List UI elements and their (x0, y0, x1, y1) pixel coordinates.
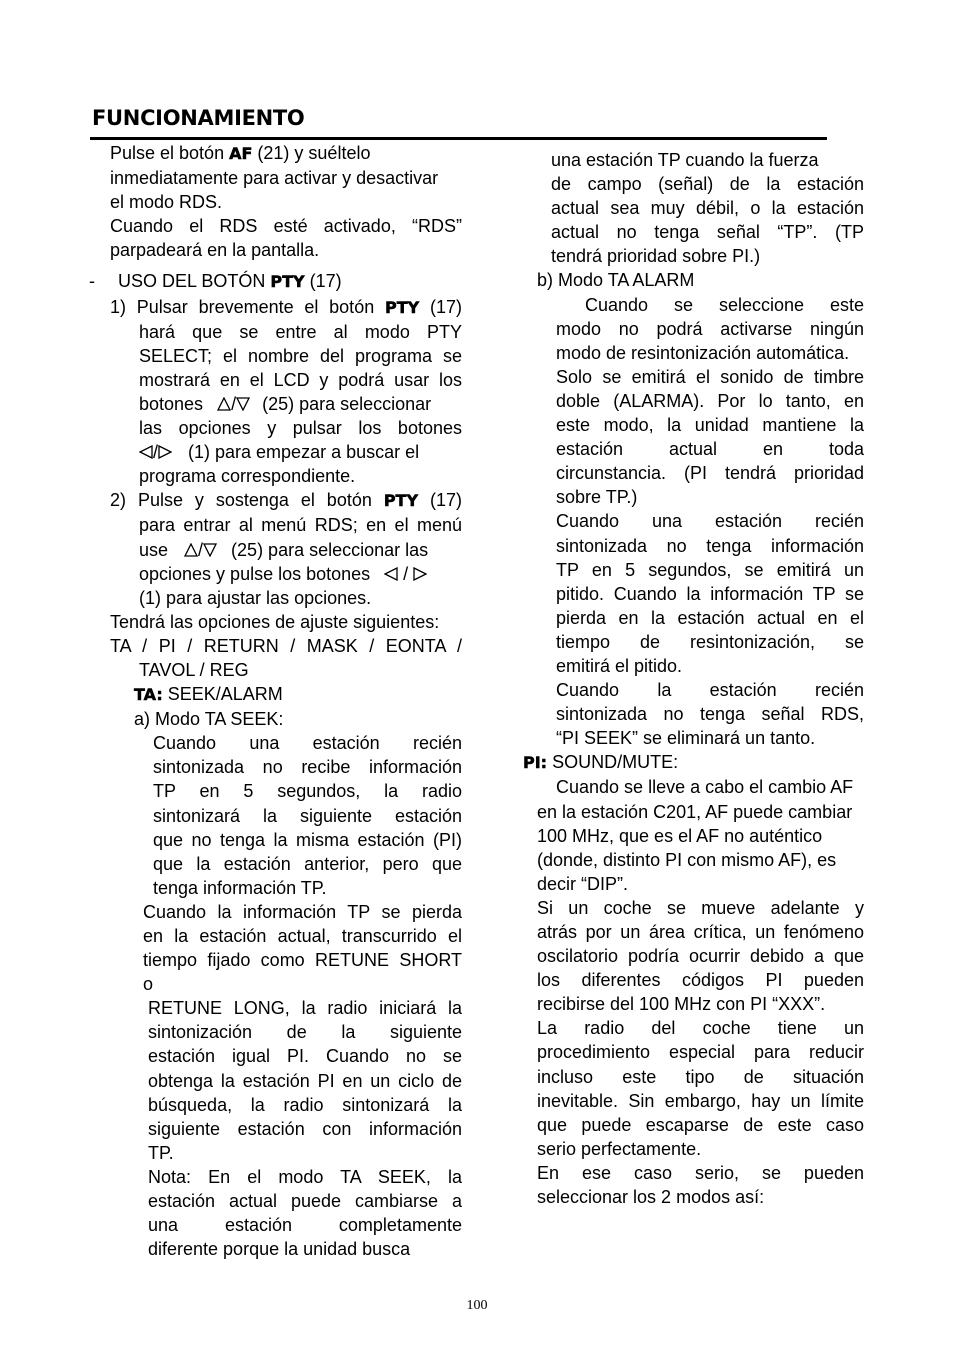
note-line: una estación completamente (148, 1215, 462, 1236)
paragraph-line: use / (25) para seleccionar las (139, 539, 429, 560)
paragraph-line: circunstancia. (PI tendrá prioridad (556, 463, 864, 484)
paragraph-line: TP en 5 segundos, se emitirá un (556, 559, 864, 580)
paragraph-line: para entrar al menú RDS; en el menú (139, 515, 462, 536)
paragraph-line: seleccionar los 2 modos así: (537, 1187, 765, 1208)
right-column (520, 148, 870, 1209)
paragraph-line: Cuando el RDS esté activado, “RDS” (110, 216, 462, 237)
paragraph-line: procedimiento especial para reducir (537, 1042, 864, 1063)
paragraph-line: (donde, distinto PI con mismo AF), es (537, 849, 837, 870)
section-item-pty: - USO DEL BOTÓN PTY (17) (89, 271, 342, 292)
paragraph-line: modo de resintonización automática. (556, 342, 850, 363)
section-heading: FUNCIONAMIENTO (92, 106, 305, 130)
down-triangle-icon (236, 397, 250, 411)
paragraph-line: búsqueda, la radio sintonizará la (148, 1094, 462, 1115)
paragraph-line: TAVOL / REG (139, 659, 249, 680)
paragraph-line: oscilatorio podría ocurrir debido a que (537, 946, 864, 967)
paragraph-line: Tendrá las opciones de ajuste siguientes: (110, 611, 440, 632)
paragraph-line: actual sea muy débil, o la estación (551, 198, 864, 219)
paragraph-line: tenga información TP. (153, 877, 327, 898)
right-triangle-icon (158, 445, 172, 459)
paragraph-line: sintonizada no tenga información (556, 535, 864, 556)
paragraph-line: estación igual PI. Cuando no se (148, 1046, 462, 1067)
paragraph-line: inmediatamente para activar y desactivar (110, 168, 439, 189)
pi-label: PI: (523, 753, 548, 773)
paragraph-line: Si un coche se mueve adelante y (537, 897, 864, 918)
paragraph-line: de campo (señal) de la estación (551, 174, 864, 195)
paragraph-line: RETUNE LONG, la radio iniciará la (148, 998, 462, 1019)
paragraph-line: programa correspondiente. (139, 466, 356, 487)
paragraph-line: hará que se entre al modo PTY (139, 321, 462, 342)
paragraph-line: “PI SEEK” se eliminará un tanto. (556, 728, 816, 749)
note-line: Nota: En el modo TA SEEK, la (148, 1166, 462, 1187)
paragraph-line: / (1) para empezar a buscar el (88, 440, 462, 464)
paragraph-line: tendrá prioridad sobre PI.) (551, 246, 761, 267)
paragraph-line: atrás por un área crítica, un fenómeno (537, 922, 864, 942)
paragraph-line: incluso este tipo de situación (537, 1066, 864, 1087)
paragraph-line: en la estación actual, transcurrido el (143, 926, 462, 946)
paragraph-line: que puede escaparse de este caso (537, 1114, 864, 1135)
paragraph-line: sintonización de la siguiente (148, 1022, 462, 1043)
paragraph-line: sobre TP.) (556, 487, 638, 508)
paragraph-line: pitido. Cuando la información TP se (556, 583, 864, 604)
paragraph-line: En ese caso serio, se pueden (537, 1162, 864, 1183)
paragraph-line: tiempo fijado como RETUNE SHORT (143, 950, 462, 971)
paragraph-line: b) Modo TA ALARM (537, 270, 695, 291)
up-triangle-icon (217, 397, 231, 411)
paragraph-line: SELECT; el nombre del programa se (139, 345, 462, 366)
paragraph-line: (1) para ajustar las opciones. (139, 587, 372, 608)
page-number: 100 (466, 1298, 488, 1313)
paragraph-line: doble (ALARMA). Por lo tanto, en (556, 390, 864, 411)
paragraph-line: Cuando una estación recién (556, 511, 864, 532)
left-triangle-icon (139, 445, 153, 459)
paragraph-line: Cuando se lleve a cabo el cambio AF (556, 777, 854, 798)
note-line: diferente porque la unidad busca (148, 1239, 411, 1260)
paragraph-line: una estación TP cuando la fuerza (551, 150, 819, 170)
right-triangle-icon (413, 567, 427, 581)
paragraph-line: sintonizada no tenga señal RDS, (556, 704, 864, 725)
paragraph-line: o (143, 974, 154, 995)
left-column (88, 141, 462, 1261)
paragraph-line: TP en 5 segundos, la radio (153, 781, 462, 802)
paragraph-line: estación actual en toda (556, 439, 864, 460)
left-triangle-icon (384, 567, 398, 581)
heading-rule (90, 137, 827, 140)
paragraph-line: que no tenga la misma estación (PI) (153, 829, 462, 850)
paragraph-line: inevitable. Sin embargo, hay un límite (537, 1090, 864, 1111)
paragraph-line: actual no tenga señal “TP”. (TP (551, 222, 864, 243)
pi-option-line: PI: SOUND/MUTE: (523, 752, 679, 773)
up-triangle-icon (184, 543, 198, 557)
paragraph-line: en la estación C201, AF puede cambiar (537, 801, 853, 822)
paragraph-line: Cuando la estación recién (556, 680, 864, 701)
paragraph-line: recibirse del 100 MHz con PI “XXX”. (537, 994, 826, 1015)
pty-key-label: PTY (383, 491, 419, 511)
paragraph-line: opciones y pulse los botones / (88, 562, 462, 586)
paragraph-line: parpadeará en la pantalla. (110, 240, 320, 261)
paragraph-line: decir “DIP”. (537, 873, 629, 894)
paragraph-line: tiempo de resintonización, se (556, 631, 864, 652)
paragraph-line: este modo, la unidad mantiene la (556, 415, 864, 436)
paragraph-line: las opciones y pulsar los botones (139, 418, 462, 439)
paragraph-line: Solo se emitirá el sonido de timbre (556, 366, 864, 387)
paragraph-line: siguiente estación con información (148, 1118, 462, 1139)
paragraph-line: serio perfectamente. (537, 1138, 702, 1159)
paragraph-line: modo no podrá activarse ningún (556, 318, 864, 339)
list-item-1: 1) Pulsar brevemente el botón PTY (17) (110, 296, 462, 317)
paragraph-line: pierda en la estación actual en el (556, 607, 864, 628)
paragraph-line: 100 MHz, que es el AF no auténtico (537, 825, 823, 846)
ta-option-line: TA: SEEK/ALARM (134, 684, 283, 705)
paragraph-line: a) Modo TA SEEK: (134, 709, 284, 730)
paragraph-line: que la estación anterior, pero que (153, 853, 462, 874)
down-triangle-icon (203, 543, 217, 557)
paragraph-line: sintonizará la siguiente estación (153, 805, 462, 826)
paragraph-line: el modo RDS. (110, 192, 223, 213)
paragraph-line: La radio del coche tiene un (537, 1018, 864, 1039)
paragraph-line: obtenga la estación PI en un ciclo de (148, 1070, 462, 1091)
ta-label: TA: (134, 685, 163, 705)
paragraph-line: sintonizada no recibe información (153, 757, 462, 778)
paragraph-line: Cuando una estación recién (153, 733, 462, 754)
pty-key-label: PTY (270, 272, 305, 292)
note-line: estación actual puede cambiarse a (148, 1191, 462, 1212)
paragraph-line: mostrará en el LCD y podrá usar los (139, 369, 462, 390)
paragraph-line: Pulse el botón AF (21) y suéltelo (110, 143, 371, 163)
paragraph-line: Cuando la información TP se pierda (143, 901, 462, 922)
paragraph-line: TP. (148, 1142, 174, 1163)
paragraph-line: botones / (25) para seleccionar (139, 393, 432, 414)
pty-key-label: PTY (384, 297, 420, 317)
paragraph-line: los diferentes códigos PI pueden (537, 970, 864, 991)
paragraph-line: emitirá el pitido. (556, 655, 683, 676)
paragraph-line: Cuando se seleccione este (585, 294, 864, 315)
list-item-2: 2) Pulse y sostenga el botón PTY (17) (110, 490, 462, 511)
af-key-label: AF (229, 144, 253, 163)
paragraph-line: TA / PI / RETURN / MASK / EONTA / (110, 635, 462, 656)
